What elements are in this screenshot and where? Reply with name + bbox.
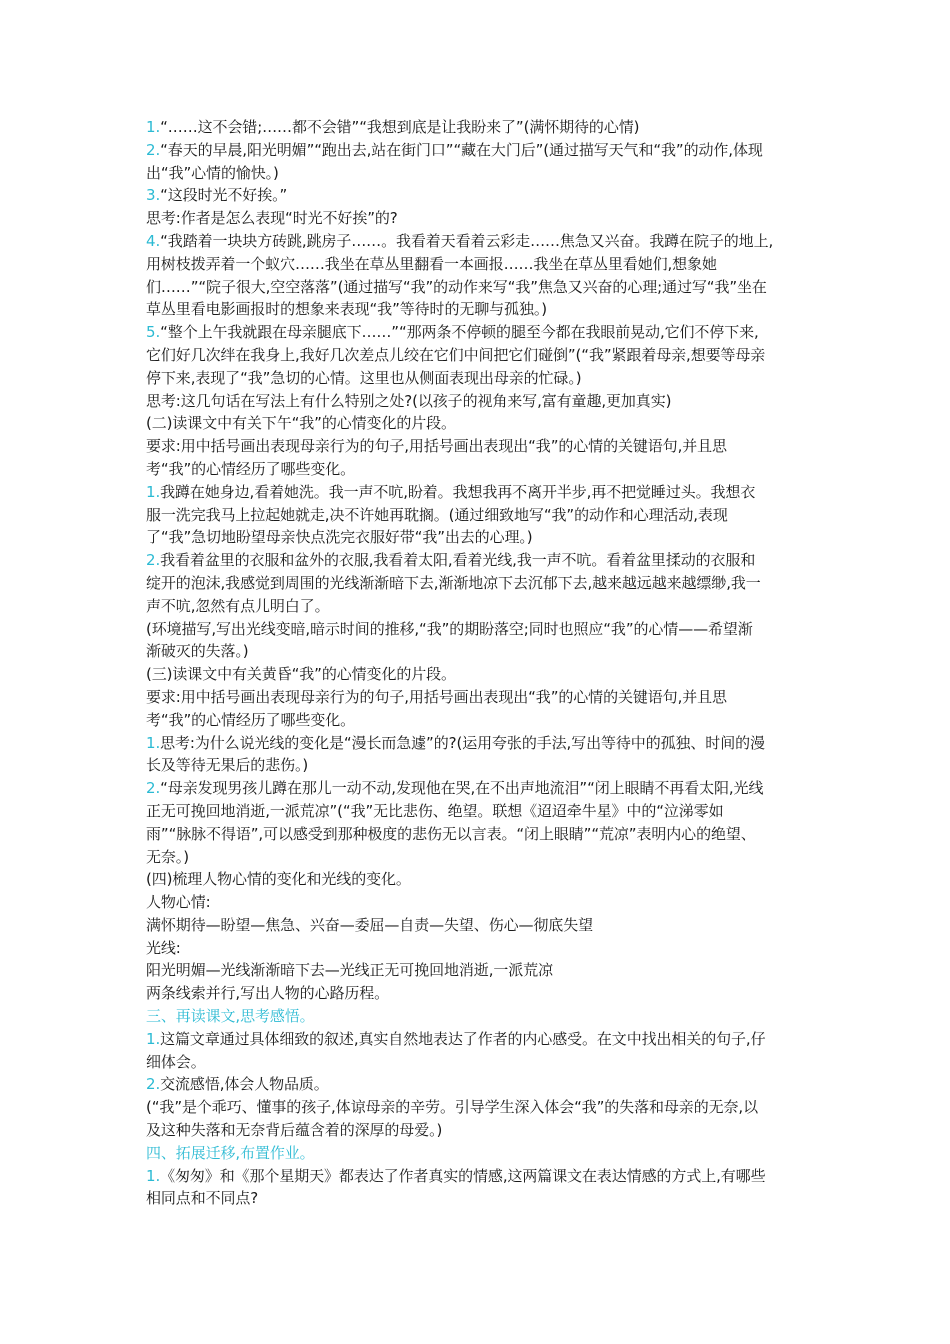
section-heading: [146, 1142, 810, 1165]
line-text: (环境描写,写出光线变暗,暗示时间的推移,“我”的期盼落空;同时也照应“我”的心情——希望渐: [146, 619, 753, 638]
line-text: 出“我”心情的愉快。): [146, 163, 279, 182]
text-line: [146, 640, 810, 663]
text-line: [146, 595, 810, 618]
text-line: [146, 504, 810, 527]
line-text: 考“我”的心情经历了哪些变化。: [146, 710, 356, 729]
text-line: [146, 230, 810, 253]
text-line: [146, 1028, 810, 1051]
text-line: [146, 663, 810, 686]
text-line: [146, 207, 810, 230]
heading-text: 四、拓展迁移,布置作业。: [146, 1143, 315, 1162]
line-text: (二)读课文中有关下午“我”的心情变化的片段。: [146, 414, 456, 433]
line-text: 思考:为什么说光线的变化是“漫长而急遽”的?(运用夸张的手法,写出等待中的孤独、时间的漫: [160, 733, 765, 752]
line-text: 用树枝拨弄着一个蚁穴……我坐在草丛里翻看一本画报……我坐在草丛里看她们,想象她: [146, 254, 717, 273]
line-text: 思考:作者是怎么表现“时光不好挨”的?: [146, 209, 398, 228]
text-line: [146, 481, 810, 504]
text-line: [146, 914, 810, 937]
text-line: [146, 1187, 810, 1210]
line-text: 无奈。): [146, 847, 189, 866]
item-number: 2.: [146, 140, 161, 159]
text-line: [146, 937, 810, 960]
text-line: [146, 458, 810, 481]
line-text: 停下来,表现了“我”急切的心情。这里也从侧面表现出母亲的忙碌。): [146, 368, 582, 387]
text-line: [146, 959, 810, 982]
text-line: [146, 549, 810, 572]
text-line: [146, 1096, 810, 1119]
item-number: 1.: [146, 1029, 161, 1048]
line-text: 两条线索并行,写出人物的心路历程。: [146, 984, 390, 1003]
line-text: 长及等待无果后的悲伤。): [146, 756, 309, 775]
text-line: [146, 1073, 810, 1096]
line-text: 它们好几次绊在我身上,我好几次差点儿绞在它们中间把它们碰倒”(“我”紧跟着母亲,想要等母亲: [146, 345, 766, 364]
text-line: [146, 253, 810, 276]
text-line: [146, 321, 810, 344]
line-text: 雨”“脉脉不得语”,可以感受到那种极度的悲伤无以言表。“闭上眼睛”“荒凉”表明内心的绝望、: [146, 824, 756, 843]
item-number: 5.: [146, 323, 161, 342]
text-line: [146, 298, 810, 321]
line-text: 草丛里看电影画报时的想象来表现“我”等待时的无聊与孤独。): [146, 300, 547, 319]
line-text: 人物心情:: [146, 893, 211, 912]
text-line: [146, 116, 810, 139]
line-text: “母亲发现男孩儿蹲在那儿一动不动,发现他在哭,在不出声地流泪”“闭上眼睛不再看太阳,光线: [160, 779, 764, 798]
item-number: 2.: [146, 1075, 161, 1094]
text-line: [146, 367, 810, 390]
item-number: 2.: [146, 551, 161, 570]
text-line: [146, 435, 810, 458]
line-text: 光线:: [146, 938, 181, 957]
text-line: [146, 184, 810, 207]
line-text: 要求:用中括号画出表现母亲行为的句子,用括号画出表现出“我”的心情的关键语句,并且思: [146, 437, 727, 456]
text-line: [146, 412, 810, 435]
item-number: 1.: [146, 1166, 161, 1185]
line-text: (“我”是个乖巧、懂事的孩子,体谅母亲的辛劳。引导学生深入体会“我”的失落和母亲的无奈,以: [146, 1098, 758, 1117]
line-text: “春天的早晨,阳光明媚”“跑出去,站在街门口”“藏在大门后”(通过描写天气和“我”的动作,体现: [160, 140, 763, 159]
item-number: 1.: [146, 733, 161, 752]
text-line: [146, 823, 810, 846]
line-text: 细体会。: [146, 1052, 206, 1071]
text-line: [146, 800, 810, 823]
line-text: 这篇文章通过具体细致的叙述,真实自然地表达了作者的内心感受。在文中找出相关的句子,仔: [160, 1029, 766, 1048]
text-line: [146, 276, 810, 299]
text-line: [146, 777, 810, 800]
text-line: [146, 732, 810, 755]
line-text: 及这种失落和无奈背后蕴含着的深厚的母爱。): [146, 1121, 443, 1140]
text-line: [146, 846, 810, 869]
line-text: 绽开的泡沫,我感觉到周围的光线渐渐暗下去,渐渐地凉下去沉郁下去,越来越远越来越缥缈,我一: [146, 573, 761, 592]
line-text: 我看着盆里的衣服和盆外的衣服,我看着太阳,看着光线,我一声不吭。看着盆里揉动的衣服和: [160, 551, 756, 570]
text-line: [146, 139, 810, 162]
item-number: 3.: [146, 186, 161, 205]
line-text: 交流感悟,体会人物品质。: [160, 1075, 329, 1094]
text-line: [146, 709, 810, 732]
text-line: [146, 686, 810, 709]
lesson-text: [146, 116, 810, 1210]
line-text: 相同点和不同点?: [146, 1189, 259, 1208]
item-number: 1.: [146, 482, 161, 501]
line-text: 思考:这几句话在写法上有什么特别之处?(以孩子的视角来写,富有童趣,更加真实): [146, 391, 672, 410]
text-line: [146, 1119, 810, 1142]
line-text: 们……”“院子很大,空空落落”(通过描写“我”的动作来写“我”焦急又兴奋的心理;通过写“我”坐在: [146, 277, 767, 296]
line-text: 考“我”的心情经历了哪些变化。: [146, 459, 356, 478]
heading-text: 三、再读课文,思考感悟。: [146, 1007, 315, 1026]
line-text: “这段时光不好挨。”: [160, 186, 288, 205]
text-line: [146, 1051, 810, 1074]
text-line: [146, 526, 810, 549]
text-line: [146, 754, 810, 777]
line-text: 要求:用中括号画出表现母亲行为的句子,用括号画出表现出“我”的心情的关键语句,并且思: [146, 687, 727, 706]
line-text: 《匆匆》和《那个星期天》都表达了作者真实的情感,这两篇课文在表达情感的方式上,有哪些: [160, 1166, 766, 1185]
item-number: 4.: [146, 231, 161, 250]
section-heading: [146, 1005, 810, 1028]
line-text: 服一洗完我马上拉起她就走,决不许她再耽搁。(通过细致地写“我”的动作和心理活动,表现: [146, 505, 728, 524]
text-line: [146, 891, 810, 914]
line-text: 渐破灭的失落。): [146, 642, 249, 661]
line-text: (三)读课文中有关黄昏“我”的心情变化的片段。: [146, 665, 456, 684]
text-line: [146, 344, 810, 367]
text-line: [146, 618, 810, 641]
item-number: 1.: [146, 118, 161, 136]
text-line: [146, 1165, 810, 1188]
line-text: 满怀期待—盼望—焦急、兴奋—委屈—自责—失望、伤心—彻底失望: [146, 915, 594, 934]
text-line: [146, 982, 810, 1005]
line-text: “我踏着一块块方砖跳,跳房子……。我看着天看着云彩走……焦急又兴奋。我蹲在院子的地上,: [160, 231, 774, 250]
text-line: [146, 868, 810, 891]
line-text: 阳光明媚—光线渐渐暗下去—光线正无可挽回地消逝,一派荒凉: [146, 961, 553, 980]
line-text: 声不吭,忽然有点儿明白了。: [146, 596, 330, 615]
line-text: “……这不会错;……都不会错”“我想到底是让我盼来了”(满怀期待的心情): [160, 118, 640, 136]
line-text: 了“我”急切地盼望母亲快点洗完衣服好带“我”出去的心理。): [146, 528, 533, 547]
text-line: [146, 572, 810, 595]
text-line: [146, 390, 810, 413]
line-text: 正无可挽回地消逝,一派荒凉”(“我”无比悲伤、绝望。联想《迢迢牵牛星》中的“泣涕零如: [146, 801, 724, 820]
text-line: [146, 162, 810, 185]
line-text: 我蹲在她身边,看着她洗。我一声不吭,盼着。我想我再不离开半步,再不把觉睡过头。我想衣: [160, 482, 756, 501]
line-text: (四)梳理人物心情的变化和光线的变化。: [146, 870, 411, 889]
line-text: “整个上午我就跟在母亲腿底下……”“那两条不停顿的腿至今都在我眼前晃动,它们不停下来,: [160, 323, 759, 342]
item-number: 2.: [146, 779, 161, 798]
